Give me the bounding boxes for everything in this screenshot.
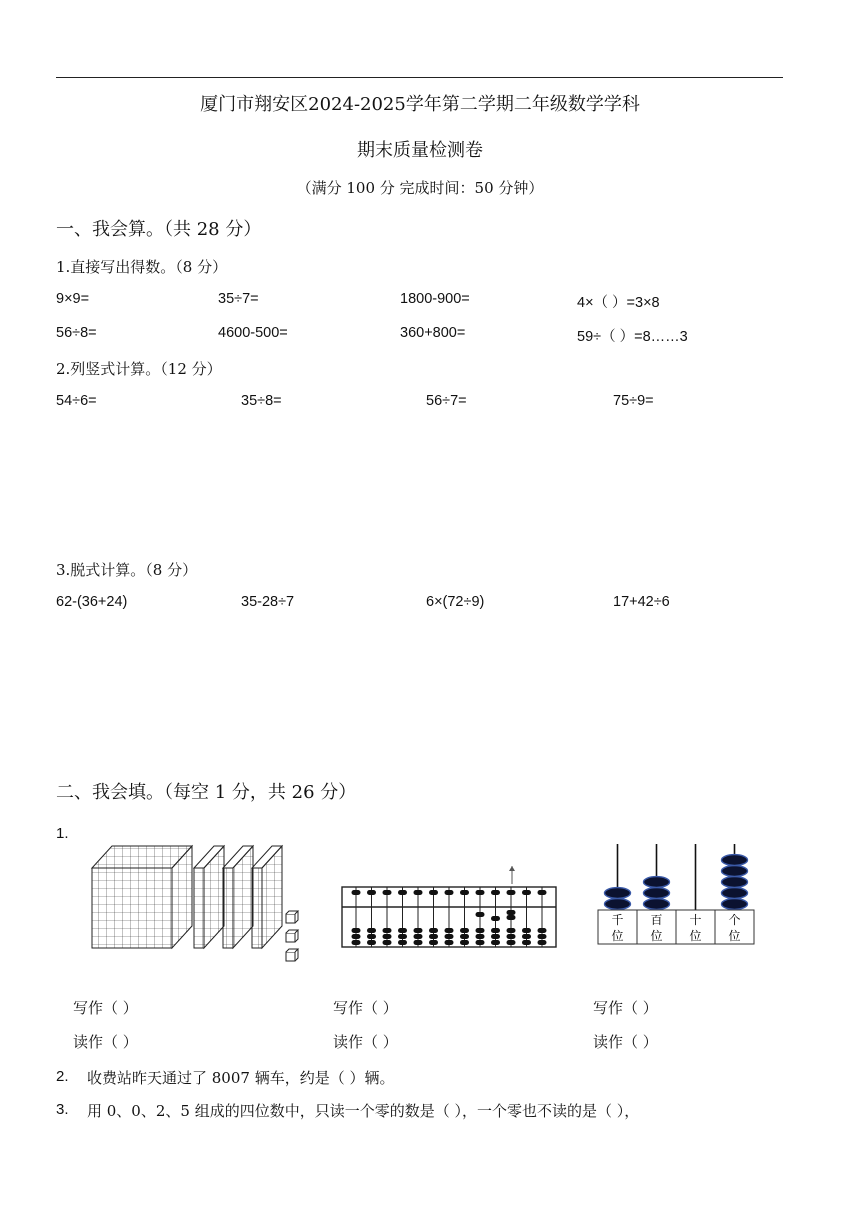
- suanpan-bead: [398, 928, 407, 933]
- write-as-blank-2[interactable]: 写作（ ）: [333, 999, 398, 1017]
- hundred-flat: [252, 846, 282, 948]
- suanpan-bead: [352, 940, 361, 945]
- suanpan-bead: [429, 928, 438, 933]
- suanpan-bead: [476, 934, 485, 939]
- abacus-bead: [644, 899, 670, 910]
- suanpan-bead: [429, 934, 438, 939]
- suanpan-bead: [398, 940, 407, 945]
- place-value-blocks-figure: [90, 840, 310, 965]
- suanpan-bead: [367, 940, 376, 945]
- read-as-blank-1[interactable]: 读作（ ）: [73, 1033, 138, 1051]
- suanpan-bead: [445, 940, 454, 945]
- suanpan-bead: [507, 934, 516, 939]
- q2-title: 2.列竖式计算。（12 分）: [56, 360, 222, 378]
- abacus-bead: [644, 877, 670, 888]
- hundred-flat: [194, 846, 224, 948]
- suanpan-bead: [507, 890, 516, 895]
- abacus-label-thousands: 千: [611, 913, 624, 927]
- q3-item: 35-28÷7: [241, 594, 295, 610]
- suanpan-bead: [460, 928, 469, 933]
- suanpan-bead: [429, 890, 438, 895]
- read-as-blank-3[interactable]: 读作（ ）: [593, 1033, 658, 1051]
- suanpan-bead: [476, 940, 485, 945]
- write-as-blank-3[interactable]: 写作（ ）: [593, 999, 658, 1017]
- suanpan-bead: [367, 934, 376, 939]
- suanpan-bead: [538, 890, 547, 895]
- suanpan-bead: [507, 928, 516, 933]
- suanpan-bead: [507, 940, 516, 945]
- q2-item: 35÷8=: [241, 393, 282, 409]
- abacus-label-tens: 位: [689, 929, 702, 943]
- suanpan-bead: [507, 910, 516, 915]
- suanpan-bead: [507, 915, 516, 920]
- q1-row1-item: 9×9=: [56, 291, 90, 307]
- abacus-label-ones: 位: [728, 929, 741, 943]
- unit-cube: [286, 930, 298, 942]
- suanpan-bead: [383, 928, 392, 933]
- suanpan-bead: [414, 928, 423, 933]
- q1-row2-item: 4600-500=: [218, 325, 288, 341]
- q1-row2-item: 59÷（ ）=8……3: [577, 329, 688, 345]
- q3-item: 6×(72÷9): [426, 594, 485, 610]
- suanpan-bead: [352, 934, 361, 939]
- section1-heading: 一、我会算。（共 28 分）: [56, 219, 262, 240]
- suanpan-bead: [476, 912, 485, 917]
- q2-item: 75÷9=: [613, 393, 654, 409]
- section2-heading: 二、我会填。（每空 1 分，共 26 分）: [56, 782, 357, 803]
- q1-row2-item: 56÷8=: [56, 325, 97, 341]
- suanpan-bead: [414, 934, 423, 939]
- suanpan-bead: [491, 934, 500, 939]
- suanpan-bead: [491, 916, 500, 921]
- q3-text: 用 0、0、2、5 组成的四位数中，只读一个零的数是（ ），一个零也不读的是（ ），: [87, 1102, 640, 1120]
- q2-item: 54÷6=: [56, 393, 97, 409]
- abacus-label-thousands: 位: [611, 929, 624, 943]
- suanpan-bead: [383, 934, 392, 939]
- abacus-label-tens: 十: [689, 913, 702, 927]
- abacus-bead: [644, 888, 670, 899]
- q2-item: 56÷7=: [426, 393, 467, 409]
- suanpan-bead: [460, 890, 469, 895]
- suanpan-bead: [445, 890, 454, 895]
- abacus-bead: [722, 888, 748, 899]
- q1-row2-item: 360+800=: [400, 325, 466, 341]
- page-title: 厦门市翔安区2024-2025学年第二学期二年级数学学科: [200, 94, 640, 115]
- suanpan-bead: [383, 890, 392, 895]
- suanpan-bead: [367, 890, 376, 895]
- q3-number: 3.: [56, 1101, 69, 1118]
- write-as-blank-1[interactable]: 写作（ ）: [73, 999, 138, 1017]
- abacus-bead: [722, 866, 748, 877]
- abacus-bead: [722, 877, 748, 888]
- suanpan-bead: [367, 928, 376, 933]
- page-subtitle: 期末质量检测卷: [357, 140, 483, 161]
- suanpan-bead: [445, 934, 454, 939]
- suanpan-bead: [398, 934, 407, 939]
- suanpan-bead: [352, 928, 361, 933]
- suanpan-bead: [522, 934, 531, 939]
- q1-number: 1.: [56, 825, 69, 842]
- suanpan-bead: [398, 890, 407, 895]
- q3-item: 17+42÷6: [613, 594, 670, 610]
- suanpan-bead: [460, 940, 469, 945]
- suanpan-bead: [445, 928, 454, 933]
- q2-number: 2.: [56, 1068, 69, 1085]
- suanpan-bead: [491, 940, 500, 945]
- suanpan-bead: [352, 890, 361, 895]
- header-rule: [56, 77, 783, 78]
- q1-row1-item: 4×（ ）=3×8: [577, 295, 660, 311]
- q3-title: 3.脱式计算。（8 分）: [56, 561, 198, 579]
- abacus-bead: [605, 899, 631, 910]
- abacus-bead: [605, 888, 631, 899]
- suanpan-bead: [491, 890, 500, 895]
- suanpan-bead: [476, 928, 485, 933]
- abacus-bead: [722, 899, 748, 910]
- unit-cube: [286, 911, 298, 923]
- suanpan-bead: [522, 928, 531, 933]
- suanpan-bead: [414, 940, 423, 945]
- suanpan-bead: [460, 934, 469, 939]
- thousand-cube: [92, 846, 192, 948]
- q3-item: 62-(36+24): [56, 594, 128, 610]
- abacus-label-ones: 个: [728, 913, 741, 927]
- abacus-label-hundreds: 位: [650, 929, 663, 943]
- suanpan-figure: [338, 862, 563, 952]
- suanpan-bead: [491, 928, 500, 933]
- suanpan-bead: [429, 940, 438, 945]
- q1-row1-item: 35÷7=: [218, 291, 259, 307]
- hundred-flat: [223, 846, 253, 948]
- suanpan-bead: [522, 940, 531, 945]
- counting-abacus-figure: [596, 840, 760, 948]
- suanpan-bead: [538, 940, 547, 945]
- suanpan-rods: [352, 887, 547, 947]
- suanpan-bead: [414, 890, 423, 895]
- suanpan-bead: [538, 928, 547, 933]
- unit-cube: [286, 949, 298, 961]
- unit-marker-icon: [509, 866, 515, 884]
- suanpan-bead: [476, 890, 485, 895]
- q1-row1-item: 1800-900=: [400, 291, 470, 307]
- exam-info: （满分 100 分 完成时间：50 分钟）: [296, 179, 544, 197]
- abacus-label-hundreds: 百: [650, 913, 663, 927]
- abacus-bead: [722, 855, 748, 866]
- suanpan-bead: [383, 940, 392, 945]
- read-as-blank-2[interactable]: 读作（ ）: [333, 1033, 398, 1051]
- q2-text: 收费站昨天通过了 8007 辆车，约是（ ）辆。: [87, 1069, 395, 1087]
- suanpan-bead: [522, 890, 531, 895]
- suanpan-bead: [538, 934, 547, 939]
- q1-title: 1.直接写出得数。（8 分）: [56, 258, 228, 276]
